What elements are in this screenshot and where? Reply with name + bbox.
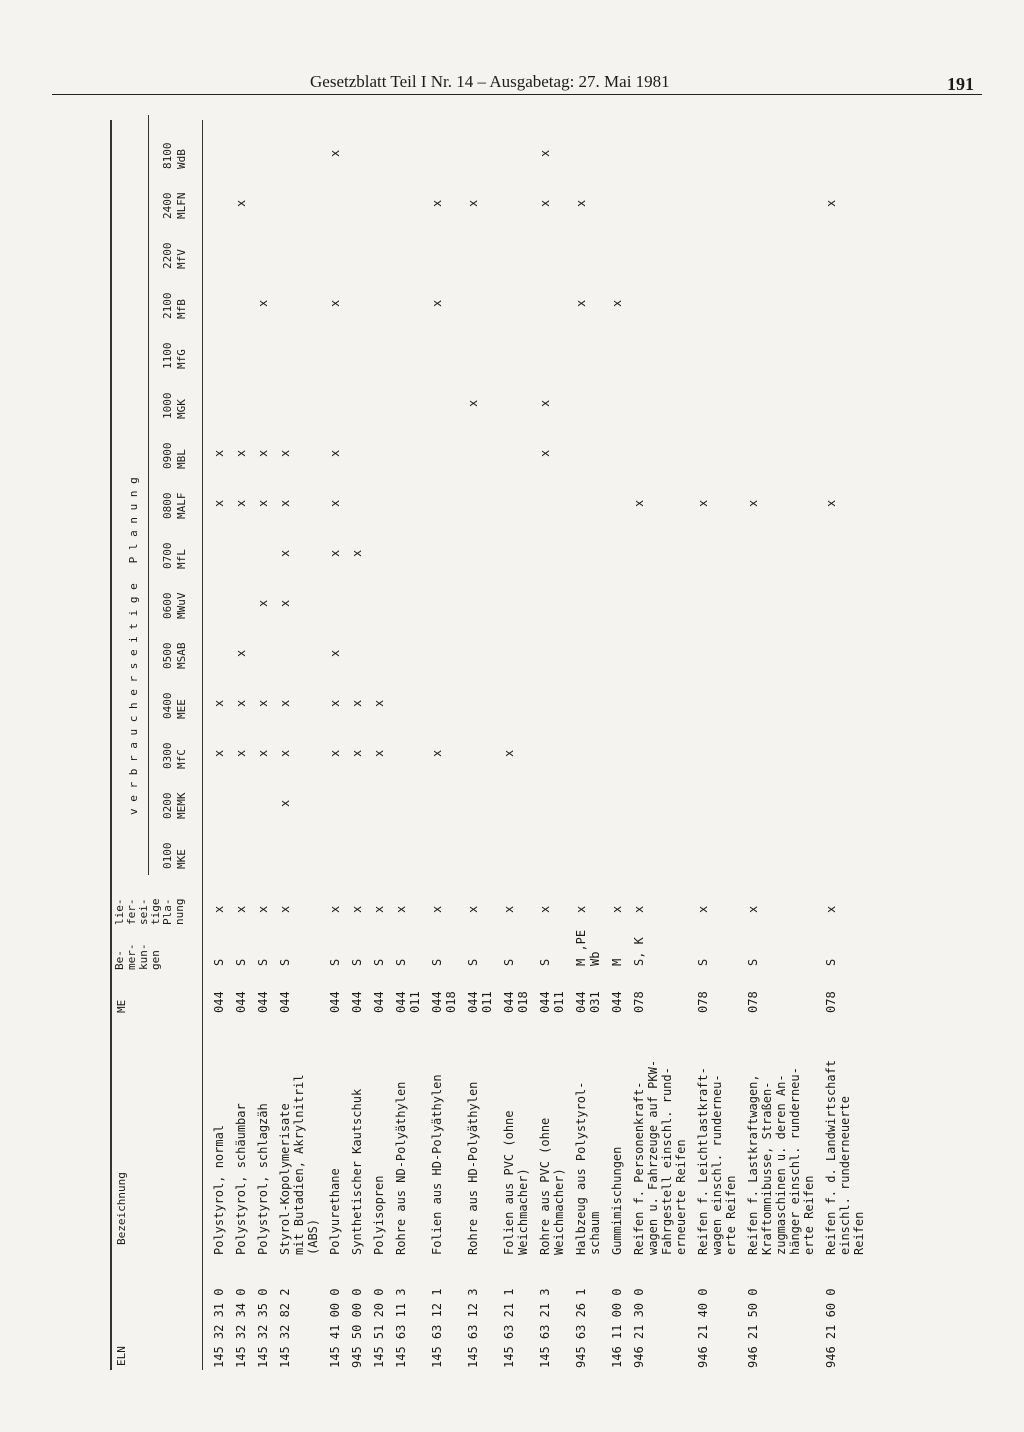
header-title: Gesetzblatt Teil I Nr. 14 – Ausgabetag: 27. Mai 1981: [310, 72, 670, 91]
consumer-mark: x: [278, 599, 292, 607]
consumer-mark: x: [256, 749, 270, 757]
consumer-mark: x: [328, 649, 342, 657]
row-lieferseitig-mark: x: [212, 905, 226, 913]
consumer-mark: x: [824, 499, 838, 507]
row-bezeichnung: Folien aus PVC (ohne Weichmacher): [502, 1110, 530, 1255]
consumer-col-abbr: MfV: [175, 249, 188, 269]
row-lieferseitig-mark: x: [502, 905, 516, 913]
consumer-mark: x: [538, 149, 552, 157]
row-bezeichnung: Polyisopren: [372, 1175, 386, 1255]
row-me: 044 031: [574, 991, 602, 1013]
row-me: 044 011: [538, 991, 566, 1013]
row-bemerkungen: S: [746, 958, 760, 966]
row-lieferseitig-mark: x: [538, 905, 552, 913]
consumer-col-abbr: MGK: [175, 399, 188, 419]
consumer-mark: x: [212, 749, 226, 757]
row-bemerkungen: S: [824, 958, 838, 966]
consumer-mark: x: [212, 449, 226, 457]
row-bezeichnung: Synthetischer Kautschuk: [350, 1088, 364, 1255]
consumer-col-abbr: MLFN: [175, 192, 188, 219]
row-me: 044 011: [394, 991, 422, 1013]
column-header-bemerkungen: Be- mer- kun- gen: [113, 943, 162, 970]
row-bezeichnung: Polystyrol, schlagzäh: [256, 1103, 270, 1255]
consumer-col-abbr: MWuV: [175, 592, 188, 619]
consumer-mark: x: [234, 199, 248, 207]
row-eln: 946 21 40 0: [696, 1288, 710, 1368]
row-lieferseitig-mark: x: [394, 905, 408, 913]
consumer-col-code: 2400: [161, 192, 174, 219]
row-me: 078: [746, 991, 760, 1013]
consumer-mark: x: [278, 449, 292, 457]
row-eln: 946 21 50 0: [746, 1288, 760, 1368]
row-bemerkungen: S: [372, 958, 386, 966]
row-bemerkungen: S: [328, 958, 342, 966]
consumer-mark: x: [696, 499, 710, 507]
row-bezeichnung: Reifen f. Lastkraftwagen, Kraftomnibusse, Straßen- zugmaschinen u. deren An- hänger einschl. runderneu- erte Reifen: [746, 1067, 816, 1255]
planning-table: [110, 120, 910, 1370]
row-me: 044: [234, 991, 248, 1013]
consumer-mark: x: [632, 499, 646, 507]
consumer-mark: x: [430, 749, 444, 757]
row-lieferseitig-mark: x: [610, 905, 624, 913]
consumer-col-code: 0400: [161, 692, 174, 719]
consumer-mark: x: [430, 299, 444, 307]
header-bottom-rule: [202, 120, 203, 1370]
consumer-mark: x: [234, 499, 248, 507]
page-header: [52, 62, 982, 102]
page-number: 191: [947, 74, 974, 94]
consumer-col-abbr: MfL: [175, 549, 188, 569]
row-eln: 145 63 11 3: [394, 1288, 408, 1368]
consumer-mark: x: [466, 399, 480, 407]
consumer-group-rule: [148, 115, 149, 875]
row-eln: 145 32 35 0: [256, 1288, 270, 1368]
row-me: 044 011: [466, 991, 494, 1013]
row-bezeichnung: Folien aus HD-Polyäthylen: [430, 1074, 444, 1255]
row-me: 078: [824, 991, 838, 1013]
consumer-col-code: 0300: [161, 742, 174, 769]
consumer-mark: x: [328, 499, 342, 507]
row-lieferseitig-mark: x: [466, 905, 480, 913]
row-me: 044: [256, 991, 270, 1013]
consumer-mark: x: [328, 749, 342, 757]
consumer-mark: x: [538, 399, 552, 407]
row-me: 044: [212, 991, 226, 1013]
consumer-mark: x: [212, 499, 226, 507]
row-bezeichnung: Polystyrol, normal: [212, 1124, 226, 1255]
row-lieferseitig-mark: x: [234, 905, 248, 913]
consumer-col-code: 0700: [161, 542, 174, 569]
row-eln: 145 32 31 0: [212, 1288, 226, 1368]
row-bezeichnung: Rohre aus HD-Polyäthylen: [466, 1081, 480, 1255]
consumer-mark: x: [538, 199, 552, 207]
consumer-mark: x: [278, 549, 292, 557]
row-me: 044: [328, 991, 342, 1013]
consumer-col-abbr: WdB: [175, 149, 188, 169]
row-lieferseitig-mark: x: [746, 905, 760, 913]
row-bezeichnung: Gummimischungen: [610, 1146, 624, 1255]
row-bemerkungen: S: [430, 958, 444, 966]
row-eln: 945 50 00 0: [350, 1288, 364, 1368]
consumer-mark: x: [256, 699, 270, 707]
row-bemerkungen: S: [394, 958, 408, 966]
consumer-mark: x: [234, 649, 248, 657]
row-lieferseitig-mark: x: [824, 905, 838, 913]
consumer-mark: x: [430, 199, 444, 207]
row-bemerkungen: S: [350, 958, 364, 966]
column-header-me: ME: [115, 999, 128, 1013]
rotated-table-area: [110, 120, 910, 1370]
row-bemerkungen: M: [610, 958, 624, 966]
consumer-mark: x: [278, 499, 292, 507]
consumer-col-abbr: MKE: [175, 849, 188, 869]
consumer-mark: x: [610, 299, 624, 307]
consumer-mark: x: [234, 449, 248, 457]
consumer-col-code: 2100: [161, 292, 174, 319]
consumer-mark: x: [278, 699, 292, 707]
row-lieferseitig-mark: x: [350, 905, 364, 913]
consumer-col-code: 0200: [161, 792, 174, 819]
consumer-mark: x: [502, 749, 516, 757]
row-bemerkungen: S: [466, 958, 480, 966]
consumer-mark: x: [466, 199, 480, 207]
row-bemerkungen: S: [256, 958, 270, 966]
consumer-col-code: 0800: [161, 492, 174, 519]
row-bemerkungen: S: [696, 958, 710, 966]
row-eln: 146 11 00 0: [610, 1288, 624, 1368]
row-bezeichnung: Styrol-Kopolymerisate mit Butadien, Akrylnitril (ABS): [278, 1074, 320, 1255]
row-me: 044: [610, 991, 624, 1013]
row-lieferseitig-mark: x: [632, 905, 646, 913]
row-eln: 145 32 34 0: [234, 1288, 248, 1368]
column-header-eln: ELN: [115, 1346, 128, 1366]
consumer-mark: x: [256, 599, 270, 607]
consumer-col-code: 1100: [161, 342, 174, 369]
consumer-col-code: 0600: [161, 592, 174, 619]
consumer-mark: x: [372, 699, 386, 707]
consumer-mark: x: [328, 149, 342, 157]
consumer-mark: x: [350, 749, 364, 757]
consumer-col-abbr: MfC: [175, 749, 188, 769]
row-lieferseitig-mark: x: [256, 905, 270, 913]
row-me: 044: [372, 991, 386, 1013]
consumer-mark: x: [278, 749, 292, 757]
consumer-mark: x: [328, 549, 342, 557]
row-eln: 145 63 21 3: [538, 1288, 552, 1368]
consumer-col-code: 0500: [161, 642, 174, 669]
row-eln: 145 63 12 3: [466, 1288, 480, 1368]
row-bezeichnung: Rohre aus PVC (ohne Weichmacher): [538, 1117, 566, 1255]
column-header-lieferseitige: lie- fer- sei- tige Pla- nung: [113, 898, 186, 925]
row-bezeichnung: Reifen f. Personenkraft- wagen u. Fahrzeuge auf PKW- Fahrgestell einschl. rund- erneuerte Reifen: [632, 1059, 688, 1255]
row-eln: 145 63 21 1: [502, 1288, 516, 1368]
row-lieferseitig-mark: x: [328, 905, 342, 913]
consumer-mark: x: [234, 749, 248, 757]
consumer-mark: x: [538, 449, 552, 457]
row-me: 078: [696, 991, 710, 1013]
consumer-col-code: 8100: [161, 142, 174, 169]
consumer-mark: x: [350, 699, 364, 707]
row-lieferseitig-mark: x: [574, 905, 588, 913]
row-eln: 946 21 30 0: [632, 1288, 646, 1368]
column-header-group: v e r b r a u c h e r s e i t i g e P l a n u n g: [127, 477, 140, 815]
row-lieferseitig-mark: x: [372, 905, 386, 913]
consumer-col-code: 1000: [161, 392, 174, 419]
row-bezeichnung: Reifen f. d. Landwirtschaft einschl. runderneuerte Reifen: [824, 1059, 866, 1255]
row-me: 044 018: [502, 991, 530, 1013]
consumer-mark: x: [372, 749, 386, 757]
row-bemerkungen: S: [502, 958, 516, 966]
row-eln: 946 21 60 0: [824, 1288, 838, 1368]
consumer-mark: x: [256, 449, 270, 457]
consumer-mark: x: [746, 499, 760, 507]
row-bezeichnung: Rohre aus ND-Polyäthylen: [394, 1081, 408, 1255]
consumer-col-code: 0900: [161, 442, 174, 469]
row-eln: 145 63 12 1: [430, 1288, 444, 1368]
row-bezeichnung: Polyurethane: [328, 1168, 342, 1255]
row-bemerkungen: S: [212, 958, 226, 966]
row-me: 078: [632, 991, 646, 1013]
consumer-col-abbr: MEE: [175, 699, 188, 719]
consumer-mark: x: [574, 199, 588, 207]
row-eln: 145 51 20 0: [372, 1288, 386, 1368]
row-me: 044: [278, 991, 292, 1013]
row-eln: 145 32 82 2: [278, 1288, 292, 1368]
consumer-mark: x: [328, 299, 342, 307]
consumer-col-code: 0100: [161, 842, 174, 869]
consumer-mark: x: [824, 199, 838, 207]
row-bemerkungen: S: [234, 958, 248, 966]
row-bemerkungen: S: [538, 958, 552, 966]
consumer-col-abbr: MBL: [175, 449, 188, 469]
consumer-mark: x: [350, 549, 364, 557]
top-rule: [110, 120, 112, 1370]
consumer-col-abbr: MfB: [175, 299, 188, 319]
row-bezeichnung: Halbzeug aus Polystyrol- schaum: [574, 1081, 602, 1255]
header-rule: [52, 94, 982, 95]
consumer-col-abbr: MfG: [175, 349, 188, 369]
row-eln: 145 41 00 0: [328, 1288, 342, 1368]
consumer-mark: x: [212, 699, 226, 707]
row-me: 044: [350, 991, 364, 1013]
column-header-bezeichnung: Bezeichnung: [115, 1172, 128, 1245]
row-eln: 945 63 26 1: [574, 1288, 588, 1368]
row-bezeichnung: Polystyrol, schäumbar: [234, 1103, 248, 1255]
consumer-mark: x: [278, 799, 292, 807]
consumer-mark: x: [256, 299, 270, 307]
row-me: 044 018: [430, 991, 458, 1013]
row-bemerkungen: M ,PE Wb: [574, 929, 602, 966]
row-bemerkungen: S, K: [632, 937, 646, 966]
row-bemerkungen: S: [278, 958, 292, 966]
consumer-col-code: 2200: [161, 242, 174, 269]
consumer-col-abbr: MSAB: [175, 642, 188, 669]
consumer-mark: x: [574, 299, 588, 307]
consumer-mark: x: [256, 499, 270, 507]
consumer-mark: x: [328, 699, 342, 707]
row-bezeichnung: Reifen f. Leichtlastkraft- wagen einschl. runderneu- erte Reifen: [696, 1067, 738, 1255]
consumer-col-abbr: MEMK: [175, 792, 188, 819]
row-lieferseitig-mark: x: [696, 905, 710, 913]
row-lieferseitig-mark: x: [278, 905, 292, 913]
consumer-col-abbr: MALF: [175, 492, 188, 519]
consumer-mark: x: [328, 449, 342, 457]
consumer-mark: x: [234, 699, 248, 707]
row-lieferseitig-mark: x: [430, 905, 444, 913]
